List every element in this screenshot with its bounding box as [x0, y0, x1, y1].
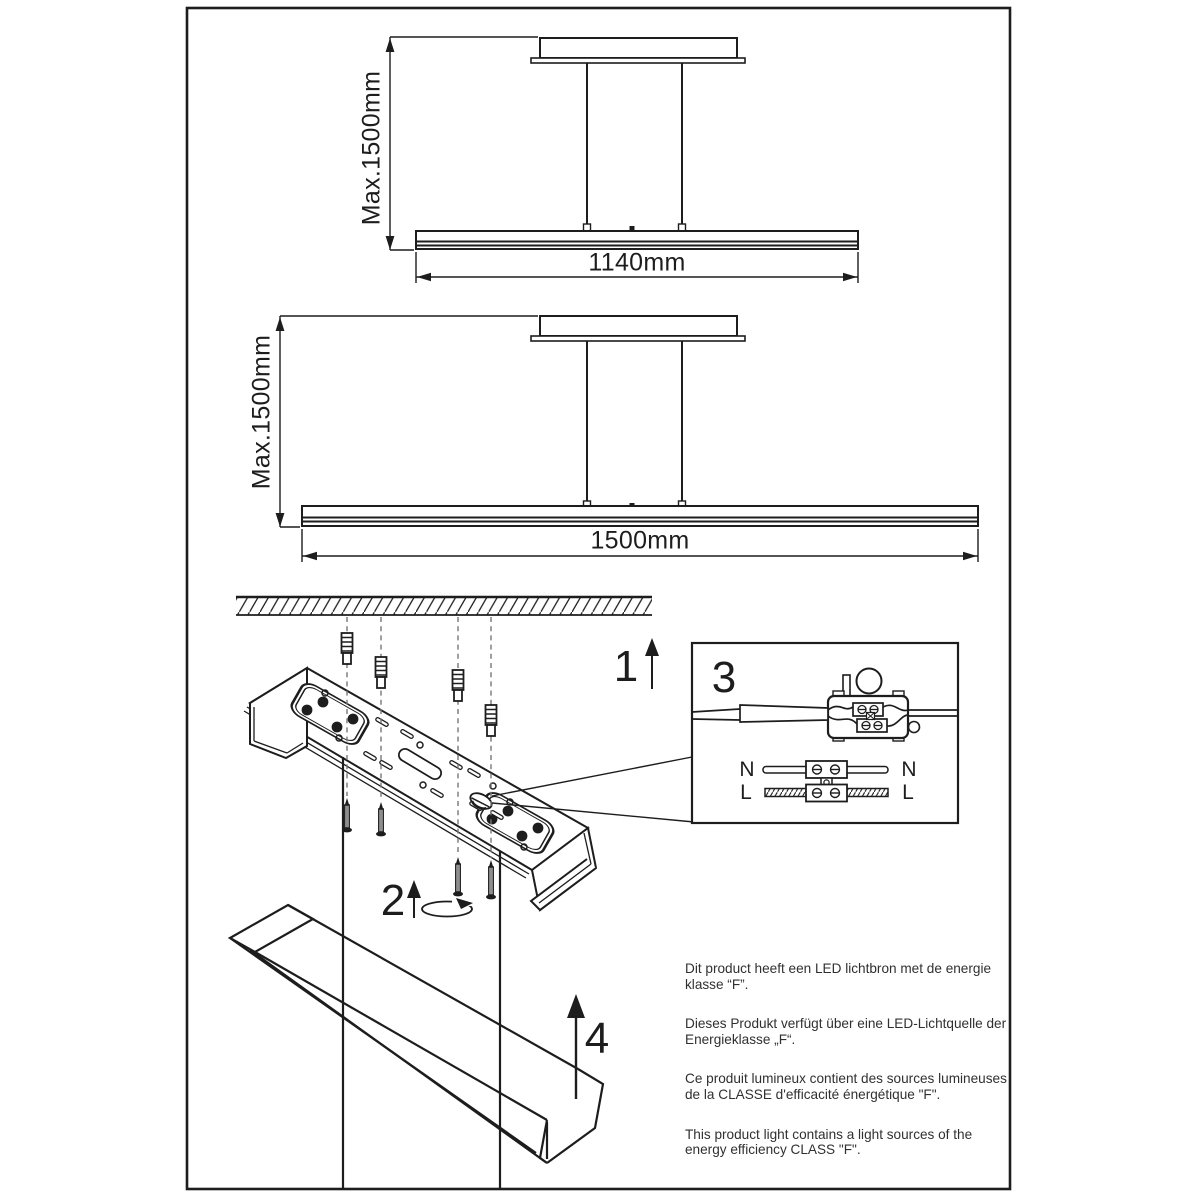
mounting-bracket [244, 668, 596, 910]
canopy [540, 316, 737, 336]
fixture-channel [230, 905, 603, 1163]
wire-label-n-right: N [901, 758, 917, 781]
suspension-rods [587, 341, 682, 501]
cable-sleeve [740, 705, 828, 722]
width-dimension-label-2: 1500mm [590, 526, 690, 555]
notice-nl: Dit product heeft een LED lichtbron met de energie klasse “F”. [685, 961, 992, 992]
wall-plug-icon [486, 705, 497, 736]
dim-arrow-down-icon [276, 513, 285, 527]
dim-arrow-up-icon [276, 317, 285, 331]
step-number-4: 4 [584, 1014, 610, 1063]
ceiling-hatch [236, 597, 652, 615]
screw-icon [453, 857, 463, 896]
suspension-rods [587, 63, 682, 224]
dim-arrow-right-icon [843, 273, 857, 281]
pendant-dimension-view-1140 [386, 37, 858, 283]
notice-en: This product light contains a light sources of the energy efficiency CLASS "F". [685, 1126, 973, 1158]
screw-icon [486, 860, 496, 899]
screw-icon [376, 802, 386, 836]
step-number-2: 2 [380, 876, 406, 925]
cable-ring [857, 669, 882, 694]
energy-class-notices [685, 961, 1007, 1182]
step-number-3: 3 [711, 653, 737, 702]
canopy [540, 38, 737, 58]
dim-arrow-left-icon [303, 552, 317, 560]
notice-fr: Ce produit lumineux contient des sources lumineuses de la CLASSE d'efficacité énergétique "F". [685, 1071, 1007, 1102]
notice-de: Dieses Produkt verfügt über eine LED-Lichtquelle der Energieklasse „F“. [685, 1016, 1007, 1047]
wall-plug-icon [453, 670, 464, 701]
light-bar [302, 506, 978, 526]
dim-arrow-up-icon [386, 38, 395, 52]
pendant-dimension-view-1500 [276, 316, 978, 562]
wire-label-l-left: L [740, 781, 752, 804]
wire-label-n-left: N [739, 758, 755, 781]
wall-plug-icon [342, 633, 353, 664]
wire-label-l-right: L [902, 781, 914, 804]
dim-arrow-right-icon [963, 552, 977, 560]
height-dimension-label-2: Max.1500mm [247, 334, 276, 490]
dim-arrow-left-icon [417, 273, 431, 281]
width-dimension-label-1: 1140mm [588, 248, 686, 277]
height-dimension-label-1: Max.1500mm [357, 70, 386, 226]
step-number-1: 1 [613, 642, 639, 691]
dim-arrow-down-icon [386, 236, 395, 250]
wall-plug-icon [376, 657, 387, 688]
